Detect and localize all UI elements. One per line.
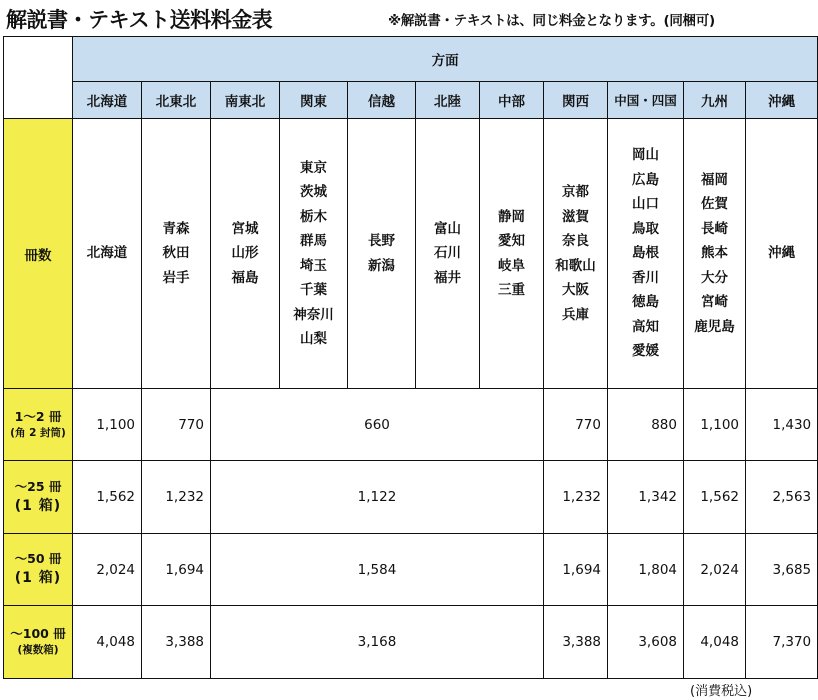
direction-header: 方面 — [73, 37, 818, 82]
prefecture-cell — [608, 119, 684, 389]
prefecture-cell — [684, 119, 746, 389]
prefecture-name: 埼玉 — [300, 257, 327, 274]
fee-kansai: 1,694 — [544, 534, 608, 606]
prefecture-name: 青森 — [162, 220, 190, 237]
prefecture-name: 千葉 — [300, 282, 327, 298]
prefecture-cell — [142, 119, 211, 389]
tax-included-note: (消費税込) — [690, 684, 753, 699]
prefecture-name: 茨城 — [300, 184, 327, 200]
region-header: 中国・四国 — [608, 82, 684, 119]
quantity-cell — [4, 534, 73, 606]
region-header: 北陸 — [416, 82, 480, 119]
prefecture-name: 奈良 — [562, 233, 589, 249]
prefecture-name: 神奈川 — [293, 306, 334, 323]
fee-minamitohoku-to-chubu: 3,168 — [211, 606, 544, 679]
prefecture-cell — [280, 119, 348, 389]
prefecture-name: 兵庫 — [562, 306, 589, 323]
prefecture-cell — [746, 119, 818, 389]
fee-okinawa: 3,685 — [746, 534, 818, 606]
fee-okinawa: 1,430 — [746, 389, 818, 461]
prefecture-name: 新潟 — [368, 257, 395, 274]
quantity-sub: (1 箱) — [14, 497, 62, 514]
quantity-cell — [4, 606, 73, 679]
prefecture-name: 秋田 — [162, 245, 190, 262]
prefecture-name: 栃木 — [300, 208, 327, 225]
prefecture-name: 鹿児島 — [694, 318, 735, 335]
fee-chugoku-shikoku: 1,804 — [608, 534, 684, 606]
prefecture-name: 富山 — [434, 220, 461, 237]
fee-okinawa: 2,563 — [746, 461, 818, 534]
fee-kitatohoku: 1,694 — [142, 534, 211, 606]
prefecture-name: 滋賀 — [562, 208, 589, 225]
quantity-sub: (1 箱) — [14, 570, 62, 586]
fee-kyushu: 2,024 — [684, 534, 746, 606]
region-header: 信越 — [348, 82, 416, 119]
prefecture-name: 香川 — [632, 269, 659, 286]
region-header: 中部 — [480, 82, 544, 119]
quantity-sub: (複数箱) — [17, 644, 59, 656]
quantity-cell — [4, 461, 73, 534]
prefecture-name: 愛媛 — [632, 343, 659, 360]
page-title: 解説書・テキスト送料料金表 — [6, 8, 273, 32]
prefecture-name: 京都 — [562, 184, 589, 200]
prefecture-cell — [348, 119, 416, 389]
region-header: 沖縄 — [746, 82, 818, 119]
fee-kitatohoku: 770 — [142, 389, 211, 461]
fee-chugoku-shikoku: 1,342 — [608, 461, 684, 534]
prefecture-name: 宮崎 — [701, 294, 728, 311]
prefecture-name: 大分 — [701, 269, 728, 286]
prefecture-cell — [544, 119, 608, 389]
prefecture-name: 鳥取 — [632, 220, 659, 237]
fee-hokkaido: 1,100 — [73, 389, 142, 461]
fee-minamitohoku-to-chubu: 660 — [211, 389, 544, 461]
shipping-fee-table — [3, 36, 818, 679]
fee-hokkaido: 4,048 — [73, 606, 142, 679]
prefecture-name: 熊本 — [701, 245, 728, 262]
prefecture-name: 岡山 — [632, 147, 659, 164]
prefecture-name: 和歌山 — [555, 257, 596, 274]
prefecture-name: 山形 — [231, 245, 259, 262]
prefecture-name: 愛知 — [498, 233, 525, 249]
fee-chugoku-shikoku: 880 — [608, 389, 684, 461]
prefecture-name: 高知 — [632, 318, 659, 335]
fee-kyushu: 1,562 — [684, 461, 746, 534]
header-corner — [4, 37, 73, 119]
fee-kansai: 770 — [544, 389, 608, 461]
fee-chugoku-shikoku: 3,608 — [608, 606, 684, 679]
prefecture-name: 島根 — [632, 245, 659, 262]
prefecture-name: 福岡 — [701, 171, 728, 188]
fee-minamitohoku-to-chubu: 1,584 — [211, 534, 544, 606]
prefecture-name: 静岡 — [498, 208, 525, 225]
quantity-label: ～25 冊 — [14, 478, 62, 494]
prefecture-name: 北海道 — [86, 245, 128, 262]
fee-hokkaido: 1,562 — [73, 461, 142, 534]
fee-kitatohoku: 3,388 — [142, 606, 211, 679]
prefecture-name: 大阪 — [562, 282, 589, 298]
prefecture-name: 山口 — [632, 196, 659, 213]
fee-kyushu: 4,048 — [684, 606, 746, 679]
region-header: 関東 — [280, 82, 348, 119]
prefecture-name: 沖縄 — [768, 245, 796, 262]
quantity-label: ～100 冊 — [10, 626, 66, 641]
prefecture-cell — [416, 119, 480, 389]
prefecture-name: 岩手 — [162, 269, 190, 286]
fee-okinawa: 7,370 — [746, 606, 818, 679]
region-header: 関西 — [544, 82, 608, 119]
prefecture-name: 徳島 — [632, 294, 659, 311]
region-header: 北東北 — [142, 82, 211, 119]
prefecture-name: 広島 — [632, 171, 659, 188]
fee-kansai: 3,388 — [544, 606, 608, 679]
prefecture-cell — [480, 119, 544, 389]
quantity-label: 1～2 冊 — [14, 408, 62, 424]
prefecture-name: 佐賀 — [701, 196, 728, 213]
prefecture-name: 石川 — [434, 245, 461, 262]
quantity-label: ～50 冊 — [14, 551, 62, 566]
same-fee-note: ※解説書・テキストは、同じ料金となります。(同梱可) — [388, 13, 715, 29]
region-header: 南東北 — [211, 82, 280, 119]
quantity-sub: (角 2 封筒) — [10, 426, 66, 439]
prefecture-name: 福井 — [434, 269, 461, 286]
prefecture-name: 岐阜 — [498, 257, 525, 274]
prefecture-name: 福島 — [231, 269, 259, 286]
prefecture-name: 山梨 — [300, 331, 327, 347]
fee-kyushu: 1,100 — [684, 389, 746, 461]
prefecture-name: 東京 — [300, 159, 327, 176]
fee-kitatohoku: 1,232 — [142, 461, 211, 534]
fee-minamitohoku-to-chubu: 1,122 — [211, 461, 544, 534]
prefecture-cell — [211, 119, 280, 389]
fee-kansai: 1,232 — [544, 461, 608, 534]
prefecture-name: 三重 — [498, 282, 525, 298]
region-header: 北海道 — [73, 82, 142, 119]
prefecture-name: 長崎 — [701, 220, 728, 237]
quantity-cell — [4, 389, 73, 461]
fee-hokkaido: 2,024 — [73, 534, 142, 606]
prefecture-name: 群馬 — [300, 233, 327, 249]
region-header: 九州 — [684, 82, 746, 119]
count-label: 冊数 — [4, 119, 73, 389]
prefecture-cell — [73, 119, 142, 389]
prefecture-name: 宮城 — [231, 220, 259, 237]
prefecture-name: 長野 — [368, 233, 395, 249]
